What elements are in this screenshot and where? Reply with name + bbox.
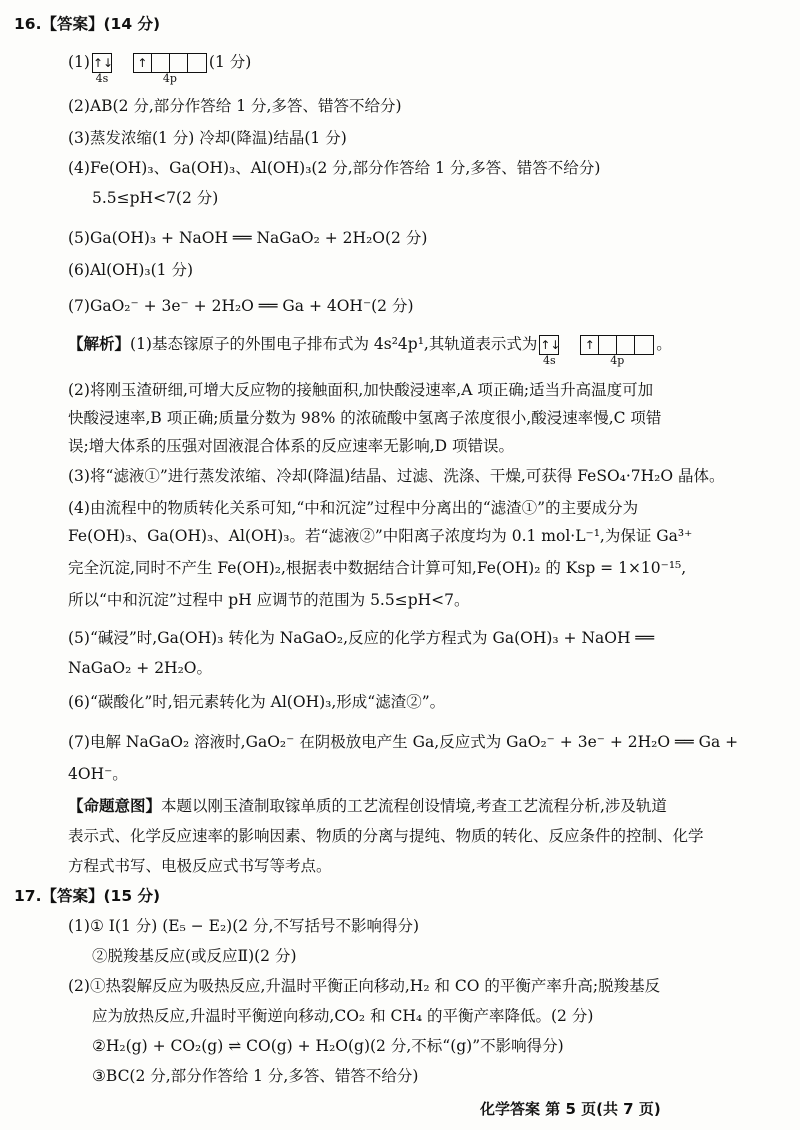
analysis-heading: 【解析】 bbox=[68, 335, 131, 353]
q16-answer-6: (6)Al(OH)₃(1 分) bbox=[68, 261, 194, 279]
orbital-4p-diagram: ↑ 4p bbox=[133, 53, 207, 73]
q16-analysis-1: 【解析】(1)基态镓原子的外围电子排布式为 4s²4p¹,其轨道表示式为 ↑↓ 4s ↑ 4p 。 bbox=[68, 335, 672, 367]
q17-answer-2a: (2)①热裂解反应为吸热反应,升温时平衡正向移动,H₂ 和 CO 的平衡产率升高;脱羧基反 bbox=[68, 977, 661, 995]
q16-answer-3: (3)蒸发浓缩(1 分) 冷却(降温)结晶(1 分) bbox=[68, 129, 347, 147]
q16-answer-5: (5)Ga(OH)₃ + NaOH ══ NaGaO₂ + 2H₂O(2 分) bbox=[68, 229, 428, 247]
q16-intent-1: 【命题意图】本题以刚玉渣制取镓单质的工艺流程创设情境,考查工艺流程分析,涉及轨道 bbox=[68, 797, 667, 815]
q16-analysis-5b: NaGaO₂ + 2H₂O。 bbox=[68, 659, 212, 677]
q16-analysis-2a: (2)将刚玉渣研细,可增大反应物的接触面积,加快酸浸速率,A 项正确;适当升高温度可加 bbox=[68, 381, 654, 399]
q16-analysis-4b: Fe(OH)₃、Ga(OH)₃、Al(OH)₃。若“滤液②”中阳离子浓度均为 0.1 mol·L⁻¹,为保证 Ga³⁺ bbox=[68, 527, 693, 545]
answer-1-prefix: (1) bbox=[68, 53, 90, 71]
q16-answer-7: (7)GaO₂⁻ + 3e⁻ + 2H₂O ══ Ga + 4OH⁻(2 分) bbox=[68, 297, 414, 315]
q16-answer-4: (4)Fe(OH)₃、Ga(OH)₃、Al(OH)₃(2 分,部分作答给 1 分,多答、错答不给分) bbox=[68, 159, 601, 177]
q16-analysis-5a: (5)“碱浸”时,Ga(OH)₃ 转化为 NaGaO₂,反应的化学方程式为 Ga(OH)₃ + NaOH ══ bbox=[68, 629, 655, 647]
q17-answer-1b: ②脱羧基反应(或反应Ⅱ)(2 分) bbox=[92, 947, 297, 965]
q16-answer-4-ph: 5.5≤pH<7(2 分) bbox=[92, 189, 219, 207]
answer-1-score: (1 分) bbox=[208, 53, 252, 71]
q16-analysis-4a: (4)由流程中的物质转化关系可知,“中和沉淀”过程中分离出的“滤渣①”的主要成分为 bbox=[68, 499, 639, 517]
q16-analysis-7a: (7)电解 NaGaO₂ 溶液时,GaO₂⁻ 在阴极放电产生 Ga,反应式为 GaO₂⁻ + 3e⁻ + 2H₂O ══ Ga + bbox=[68, 733, 739, 751]
orbital-4s-diagram: ↑↓ 4s bbox=[92, 53, 112, 73]
q16-analysis-6: (6)“碳酸化”时,铝元素转化为 Al(OH)₃,形成“滤渣②”。 bbox=[68, 693, 446, 711]
q17-answer-2c: ②H₂(g) + CO₂(g) ⇌ CO(g) + H₂O(g)(2 分,不标“(g)”不影响得分) bbox=[92, 1037, 564, 1055]
q16-analysis-7b: 4OH⁻。 bbox=[68, 765, 128, 783]
intent-heading: 【命题意图】 bbox=[68, 797, 162, 815]
q16-answer-1 bbox=[68, 52, 252, 85]
q16-analysis-2b: 快酸浸速率,B 项正确;质量分数为 98% 的浓硫酸中氢离子浓度很小,酸浸速率慢,C 项错 bbox=[68, 409, 662, 427]
q16-intent-3: 方程式书写、电极反应式书写等考点。 bbox=[68, 857, 332, 875]
q16-analysis-3: (3)将“滤液①”进行蒸发浓缩、冷却(降温)结晶、过滤、洗涤、干燥,可获得 FeSO₄·7H₂O 晶体。 bbox=[68, 467, 725, 485]
q17-answer-2b: 应为放热反应,升温时平衡逆向移动,CO₂ 和 CH₄ 的平衡产率降低。(2 分) bbox=[92, 1007, 594, 1025]
q16-analysis-2c: 误;增大体系的压强对固液混合体系的反应速率无影响,D 项错误。 bbox=[68, 437, 515, 455]
q17-answer-1: (1)① Ⅰ(1 分) (E₅ − E₂)(2 分,不写括号不影响得分) bbox=[68, 917, 420, 935]
orbital-4p-diagram-analysis: ↑ 4p bbox=[580, 335, 654, 355]
q16-intent-2: 表示式、化学反应速率的影响因素、物质的分离与提纯、物质的转化、反应条件的控制、化学 bbox=[68, 827, 704, 845]
q16-answer-2: (2)AB(2 分,部分作答给 1 分,多答、错答不给分) bbox=[68, 97, 402, 115]
q16-heading: 16.【答案】(14 分) bbox=[14, 15, 161, 33]
q17-answer-2d: ③BC(2 分,部分作答给 1 分,多答、错答不给分) bbox=[92, 1067, 419, 1085]
q16-analysis-4d: 所以“中和沉淀”过程中 pH 应调节的范围为 5.5≤pH<7。 bbox=[68, 591, 470, 609]
orbital-4s-diagram-analysis: ↑↓ 4s bbox=[539, 335, 559, 355]
page-footer: 化学答案 第 5 页(共 7 页) bbox=[480, 1100, 661, 1118]
q17-heading: 17.【答案】(15 分) bbox=[14, 887, 161, 905]
q16-analysis-4c: 完全沉淀,同时不产生 Fe(OH)₂,根据表中数据结合计算可知,Fe(OH)₂ 的 Ksp = 1×10⁻¹⁵, bbox=[68, 559, 687, 577]
